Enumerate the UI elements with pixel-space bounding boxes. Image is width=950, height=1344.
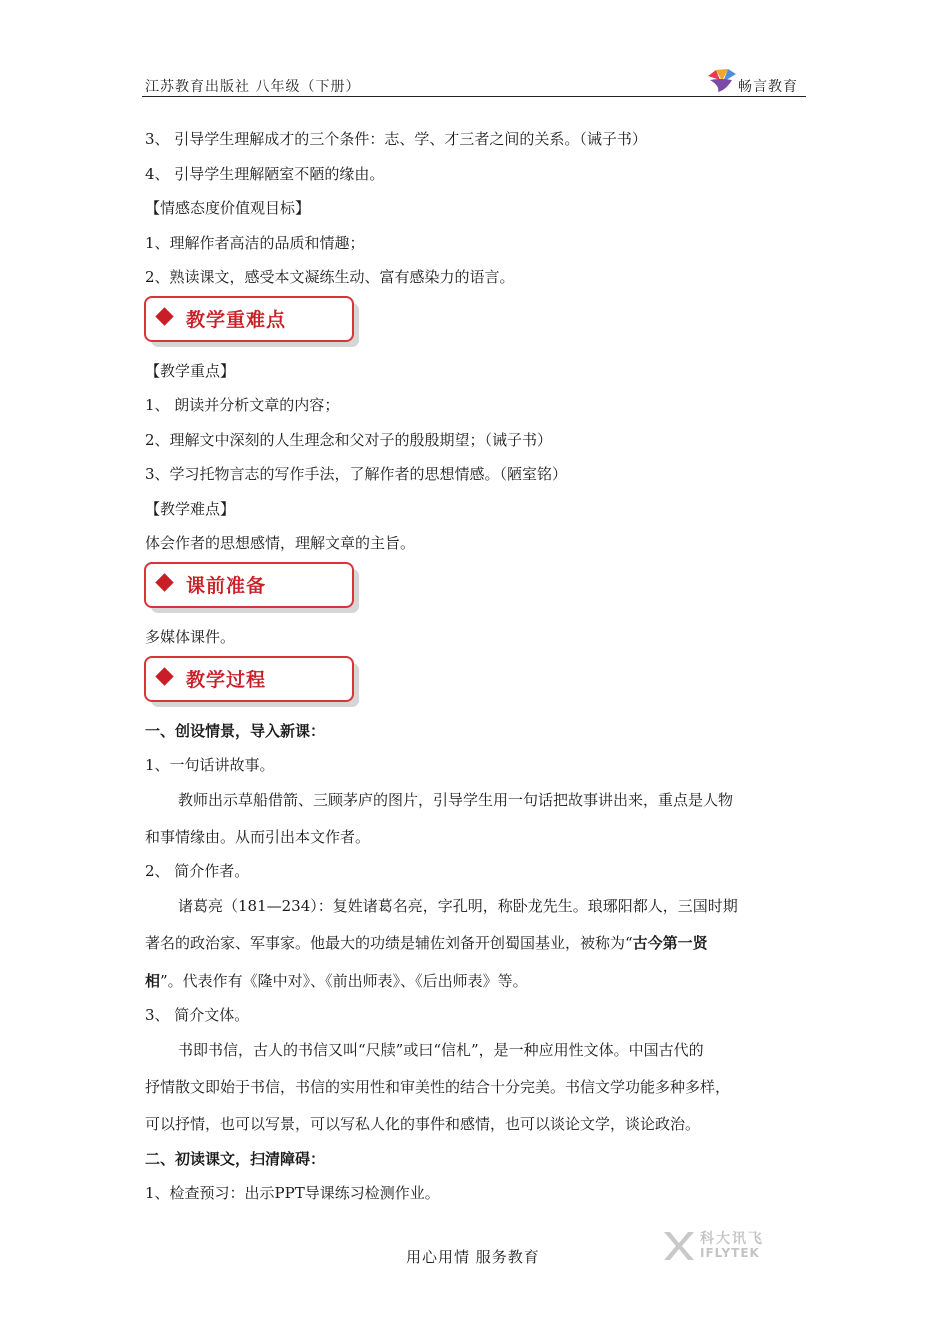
bird-logo-icon — [706, 68, 738, 94]
text-line: 3、学习托物言志的写作手法，了解作者的思想情感。（陋室铭） — [145, 465, 568, 483]
subheading-key-point: 【教学重点】 — [145, 362, 236, 380]
text-line: 2、理解文中深刻的人生理念和父对子的殷殷期望；（诫子书） — [145, 431, 553, 449]
text-line: 4、 引导学生理解陋室不陋的缘由。 — [145, 165, 385, 183]
paragraph-line: 教师出示草船借箭、三顾茅庐的图片，引导学生用一句话把故事讲出来，重点是人物 — [178, 791, 734, 809]
section-title: 课前准备 — [186, 575, 267, 597]
text-line: 2、 简介作者。 — [145, 862, 250, 880]
step-heading-1: 一、创设情景，导入新课： — [145, 722, 326, 740]
diamond-bullet-icon — [155, 667, 173, 685]
subheading-values-goal: 【情感态度价值观目标】 — [145, 199, 311, 217]
text-line: 多媒体课件。 — [145, 628, 236, 646]
paragraph-line: 抒情散文即始于书信，书信的实用性和审美性的结合十分完美。书信文学功能多种多样， — [145, 1078, 731, 1096]
text-line: 3、 简介文体。 — [145, 1006, 250, 1024]
bold-phrase: 古今第一贤 — [632, 934, 708, 952]
paragraph-line: 诸葛亮（181—234）：复姓诸葛名亮，字孔明，称卧龙先生。琅琊阳都人，三国时期 — [178, 897, 738, 915]
header-publisher: 江苏教育出版社 八年级（下册） — [145, 79, 361, 95]
paragraph-line: 可以抒情，也可以写景，可以写私人化的事件和感情，也可以谈论文学，谈论政治。 — [145, 1115, 701, 1133]
text-line: 2、熟读课文，感受本文凝练生动、富有感染力的语言。 — [145, 268, 515, 286]
section-header-key-points — [144, 296, 354, 342]
section-header-process — [144, 656, 354, 702]
text-line: 1、一句话讲故事。 — [145, 756, 275, 774]
section-header-preparation — [144, 562, 354, 608]
iflytek-watermark — [660, 1226, 780, 1266]
text-span: ”。代表作有《隆中对》、《前出师表》、《后出师表》等。 — [160, 972, 528, 990]
watermark-cn: 科大讯飞 — [700, 1231, 764, 1247]
diamond-bullet-icon — [155, 307, 173, 325]
footer-slogan: 用心用情 服务教育 — [406, 1248, 540, 1266]
text-line: 1、理解作者高洁的品质和情趣； — [145, 234, 365, 252]
subheading-difficulty: 【教学难点】 — [145, 500, 236, 518]
text-line: 1、检查预习：出示PPT导课练习检测作业。 — [145, 1184, 440, 1202]
paragraph-line — [145, 970, 528, 991]
text-line: 3、 引导学生理解成才的三个条件：志、学、才三者之间的关系。（诫子书） — [145, 130, 647, 148]
iflytek-x-icon — [660, 1228, 696, 1264]
paragraph-line — [145, 932, 708, 953]
watermark-en: IFLYTEK — [700, 1246, 760, 1260]
paragraph-line: 和事情缘由。从而引出本文作者。 — [145, 828, 371, 846]
header-divider — [142, 96, 806, 97]
text-span: 著名的政治家、军事家。他最大的功绩是辅佐刘备开创蜀国基业，被称为“ — [145, 934, 633, 952]
paragraph-line: 书即书信，古人的书信又叫“尺牍”或曰“信札”，是一种应用性文体。中国古代的 — [178, 1041, 704, 1059]
step-heading-2: 二、初读课文，扫清障碍： — [145, 1150, 326, 1168]
brand-logo — [706, 68, 806, 96]
brand-name: 畅言教育 — [738, 79, 798, 95]
text-line: 1、 朗读并分析文章的内容； — [145, 396, 340, 414]
text-line: 体会作者的思想感情，理解文章的主旨。 — [145, 534, 416, 552]
section-title: 教学过程 — [186, 669, 267, 691]
bold-phrase: 相 — [145, 972, 161, 990]
diamond-bullet-icon — [155, 573, 173, 591]
section-title: 教学重难点 — [186, 309, 287, 331]
